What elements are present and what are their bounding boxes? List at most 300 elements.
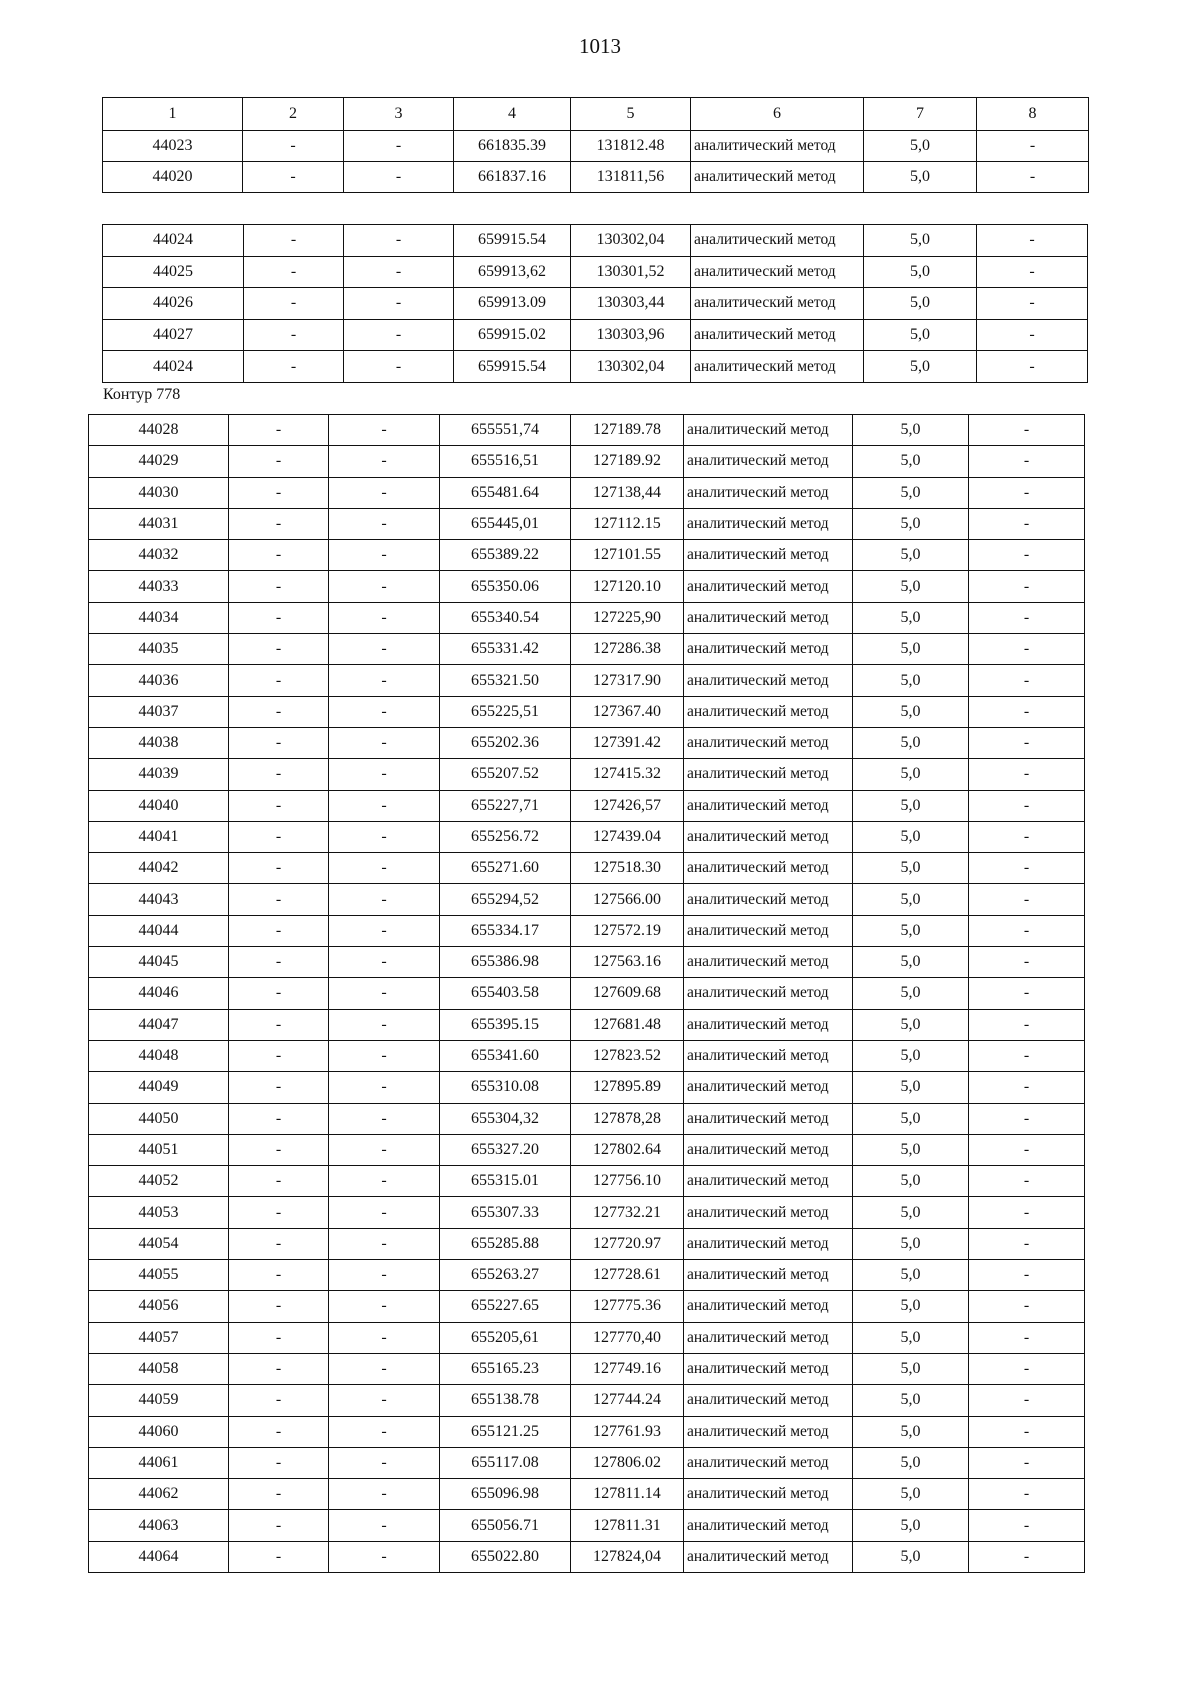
- table-cell-col-1: 44055: [89, 1260, 229, 1291]
- table-cell-col-2: -: [229, 1291, 329, 1322]
- table-row: [89, 415, 1085, 446]
- table-cell-col-2: -: [229, 1040, 329, 1071]
- table-cell-col-5: 127367.40: [571, 696, 684, 727]
- table-cell-col-4: 655315.01: [440, 1166, 571, 1197]
- table-cell-col-6: аналитический метод: [684, 1322, 853, 1353]
- table-cell-col-2: -: [229, 1322, 329, 1353]
- table-cell-col-3: -: [329, 1416, 440, 1447]
- table-cell-col-8: -: [969, 696, 1085, 727]
- table-cell-col-1: 44026: [103, 288, 244, 320]
- table-cell-col-1: 44033: [89, 571, 229, 602]
- contour-label: Контур 778: [103, 386, 181, 403]
- page-number: 1013: [579, 34, 621, 58]
- table-cell-col-1: 44045: [89, 947, 229, 978]
- table-row: [89, 477, 1085, 508]
- table-cell-col-1: 44032: [89, 540, 229, 571]
- table-row: [89, 727, 1085, 758]
- table-cell-col-3: -: [344, 351, 454, 383]
- column-number-header: 2: [243, 98, 344, 131]
- column-number-header: 8: [977, 98, 1089, 131]
- table-cell-col-6: аналитический метод: [684, 1009, 853, 1040]
- table-cell-col-1: 44029: [89, 446, 229, 477]
- table-cell-col-7: 5,0: [853, 947, 969, 978]
- column-number-header: 4: [454, 98, 571, 131]
- table-cell-col-2: -: [229, 1134, 329, 1165]
- table-cell-col-5: 130302,04: [571, 225, 691, 257]
- table-cell-col-7: 5,0: [853, 634, 969, 665]
- table-cell-col-1: 44030: [89, 477, 229, 508]
- table-cell-col-5: 127518.30: [571, 853, 684, 884]
- table-cell-col-1: 44056: [89, 1291, 229, 1322]
- table-cell-col-3: -: [344, 256, 454, 288]
- table-row: [103, 131, 1089, 162]
- table-cell-col-5: 127426,57: [571, 790, 684, 821]
- table-cell-col-5: 127101.55: [571, 540, 684, 571]
- table-cell-col-7: 5,0: [864, 256, 977, 288]
- table-row: [103, 256, 1088, 288]
- table-cell-col-2: -: [229, 1166, 329, 1197]
- table-cell-col-6: аналитический метод: [684, 821, 853, 852]
- table-cell-col-6: аналитический метод: [684, 853, 853, 884]
- table-cell-col-6: аналитический метод: [684, 1353, 853, 1384]
- table-cell-col-1: 44036: [89, 665, 229, 696]
- table-cell-col-4: 655121.25: [440, 1416, 571, 1447]
- table-cell-col-7: 5,0: [864, 162, 977, 193]
- table-cell-col-3: -: [329, 571, 440, 602]
- table-cell-col-5: 127286.38: [571, 634, 684, 665]
- table-cell-col-7: 5,0: [853, 1040, 969, 1071]
- table-cell-col-7: 5,0: [853, 1353, 969, 1384]
- table-cell-col-4: 655340.54: [440, 602, 571, 633]
- table-cell-col-7: 5,0: [853, 1541, 969, 1572]
- table-cell-col-7: 5,0: [853, 415, 969, 446]
- table-cell-col-2: -: [229, 853, 329, 884]
- table-cell-col-2: -: [229, 790, 329, 821]
- table-row: [89, 508, 1085, 539]
- table-cell-col-3: -: [329, 978, 440, 1009]
- table-cell-col-7: 5,0: [853, 1260, 969, 1291]
- table-cell-col-1: 44034: [89, 602, 229, 633]
- table-cell-col-1: 44061: [89, 1447, 229, 1478]
- table-cell-col-6: аналитический метод: [684, 1291, 853, 1322]
- table-cell-col-3: -: [329, 821, 440, 852]
- table-cell-col-6: аналитический метод: [684, 508, 853, 539]
- table-cell-col-5: 127391.42: [571, 727, 684, 758]
- table-row: [89, 1197, 1085, 1228]
- table-cell-col-8: -: [969, 1009, 1085, 1040]
- table-cell-col-8: -: [969, 1260, 1085, 1291]
- table-cell-col-1: 44059: [89, 1385, 229, 1416]
- table-cell-col-6: аналитический метод: [684, 602, 853, 633]
- table-cell-col-4: 655321.50: [440, 665, 571, 696]
- table-cell-col-8: -: [969, 1291, 1085, 1322]
- table-cell-col-5: 127728.61: [571, 1260, 684, 1291]
- table-cell-col-1: 44054: [89, 1228, 229, 1259]
- table-cell-col-1: 44057: [89, 1322, 229, 1353]
- table-cell-col-8: -: [969, 1322, 1085, 1353]
- table-cell-col-4: 655205,61: [440, 1322, 571, 1353]
- table-cell-col-5: 127878,28: [571, 1103, 684, 1134]
- table-cell-col-4: 655304,32: [440, 1103, 571, 1134]
- table-cell-col-4: 659913,62: [454, 256, 571, 288]
- table-cell-col-5: 127806.02: [571, 1447, 684, 1478]
- table-cell-col-8: -: [969, 978, 1085, 1009]
- table-cell-col-6: аналитический метод: [691, 288, 864, 320]
- column-number-header: 5: [571, 98, 691, 131]
- table-cell-col-5: 127566.00: [571, 884, 684, 915]
- table-cell-col-5: 130302,04: [571, 351, 691, 383]
- table-cell-col-3: -: [329, 602, 440, 633]
- table-cell-col-7: 5,0: [853, 1166, 969, 1197]
- table-cell-col-8: -: [969, 1072, 1085, 1103]
- table-cell-col-8: -: [969, 1353, 1085, 1384]
- table-cell-col-8: -: [969, 602, 1085, 633]
- table-cell-col-1: 44051: [89, 1134, 229, 1165]
- table-cell-col-4: 655403.58: [440, 978, 571, 1009]
- table-cell-col-4: 655165.23: [440, 1353, 571, 1384]
- table-cell-col-2: -: [229, 1510, 329, 1541]
- coordinates-table-block-2: [102, 224, 1088, 383]
- table-cell-col-5: 127415.32: [571, 759, 684, 790]
- table-cell-col-5: 131812.48: [571, 131, 691, 162]
- table-cell-col-3: -: [329, 1322, 440, 1353]
- table-row: [89, 1479, 1085, 1510]
- table-row: [89, 1291, 1085, 1322]
- table-cell-col-2: -: [229, 759, 329, 790]
- table-cell-col-6: аналитический метод: [691, 225, 864, 257]
- table-row: [89, 634, 1085, 665]
- table-cell-col-8: -: [969, 477, 1085, 508]
- table-cell-col-1: 44062: [89, 1479, 229, 1510]
- table-cell-col-7: 5,0: [853, 477, 969, 508]
- table-cell-col-7: 5,0: [853, 696, 969, 727]
- table-cell-col-1: 44042: [89, 853, 229, 884]
- table-cell-col-4: 655395.15: [440, 1009, 571, 1040]
- table-row: [89, 947, 1085, 978]
- table-cell-col-7: 5,0: [864, 351, 977, 383]
- table-cell-col-5: 127744.24: [571, 1385, 684, 1416]
- table-cell-col-4: 655331.42: [440, 634, 571, 665]
- table-cell-col-7: 5,0: [853, 884, 969, 915]
- table-row: [89, 1385, 1085, 1416]
- table-row: [89, 696, 1085, 727]
- table-cell-col-4: 655225,51: [440, 696, 571, 727]
- table-cell-col-2: -: [229, 1353, 329, 1384]
- table-cell-col-3: -: [329, 508, 440, 539]
- table-cell-col-5: 127189.78: [571, 415, 684, 446]
- table-cell-col-3: -: [329, 696, 440, 727]
- table-cell-col-4: 655117.08: [440, 1447, 571, 1478]
- table-cell-col-6: аналитический метод: [684, 1103, 853, 1134]
- table-cell-col-7: 5,0: [853, 571, 969, 602]
- table-cell-col-4: 661837.16: [454, 162, 571, 193]
- table-cell-col-1: 44044: [89, 915, 229, 946]
- table-cell-col-7: 5,0: [853, 915, 969, 946]
- table-cell-col-3: -: [329, 790, 440, 821]
- table-cell-col-4: 655516,51: [440, 446, 571, 477]
- table-cell-col-4: 655227,71: [440, 790, 571, 821]
- table-cell-col-6: аналитический метод: [684, 1197, 853, 1228]
- table-cell-col-7: 5,0: [853, 1228, 969, 1259]
- table-cell-col-8: -: [969, 1103, 1085, 1134]
- table-cell-col-8: -: [969, 1510, 1085, 1541]
- table-cell-col-6: аналитический метод: [684, 884, 853, 915]
- table-cell-col-4: 655334.17: [440, 915, 571, 946]
- table-cell-col-4: 655256.72: [440, 821, 571, 852]
- table-cell-col-2: -: [229, 1260, 329, 1291]
- table-cell-col-6: аналитический метод: [684, 915, 853, 946]
- table-cell-col-8: -: [969, 790, 1085, 821]
- table-cell-col-5: 127572.19: [571, 915, 684, 946]
- column-number-header: 7: [864, 98, 977, 131]
- table-cell-col-6: аналитический метод: [684, 1447, 853, 1478]
- table-cell-col-1: 44047: [89, 1009, 229, 1040]
- table-cell-col-2: -: [243, 131, 344, 162]
- table-cell-col-5: 130303,44: [571, 288, 691, 320]
- table-cell-col-8: -: [969, 634, 1085, 665]
- table-cell-col-8: -: [969, 1040, 1085, 1071]
- table-cell-col-2: -: [229, 696, 329, 727]
- table-cell-col-8: -: [977, 288, 1088, 320]
- table-cell-col-8: -: [969, 1447, 1085, 1478]
- table-row: [103, 162, 1089, 193]
- table-cell-col-5: 127732.21: [571, 1197, 684, 1228]
- table-cell-col-6: аналитический метод: [684, 1134, 853, 1165]
- table-cell-col-4: 655096.98: [440, 1479, 571, 1510]
- table-cell-col-3: -: [329, 415, 440, 446]
- table-cell-col-2: -: [229, 665, 329, 696]
- table-cell-col-5: 127761.93: [571, 1416, 684, 1447]
- table-cell-col-4: 659915.54: [454, 225, 571, 257]
- table-cell-col-2: -: [229, 508, 329, 539]
- table-cell-col-1: 44060: [89, 1416, 229, 1447]
- table-cell-col-6: аналитический метод: [691, 131, 864, 162]
- table-cell-col-4: 655481.64: [440, 477, 571, 508]
- table-cell-col-4: 655327.20: [440, 1134, 571, 1165]
- table-cell-col-2: -: [229, 571, 329, 602]
- table-cell-col-3: -: [344, 162, 454, 193]
- table-cell-col-2: -: [229, 634, 329, 665]
- table-cell-col-1: 44041: [89, 821, 229, 852]
- table-cell-col-2: -: [229, 1385, 329, 1416]
- table-cell-col-6: аналитический метод: [684, 696, 853, 727]
- table-cell-col-5: 127317.90: [571, 665, 684, 696]
- table-cell-col-2: -: [229, 947, 329, 978]
- table-cell-col-6: аналитический метод: [684, 727, 853, 758]
- table-row: [89, 1260, 1085, 1291]
- table-cell-col-3: -: [329, 1072, 440, 1103]
- table-cell-col-8: -: [977, 319, 1088, 351]
- table-cell-col-4: 655207.52: [440, 759, 571, 790]
- table-cell-col-8: -: [969, 853, 1085, 884]
- table-cell-col-7: 5,0: [853, 1197, 969, 1228]
- table-cell-col-7: 5,0: [853, 1510, 969, 1541]
- table-cell-col-3: -: [329, 1166, 440, 1197]
- table-cell-col-4: 655202.36: [440, 727, 571, 758]
- table-row: [89, 978, 1085, 1009]
- table-cell-col-6: аналитический метод: [684, 571, 853, 602]
- table-cell-col-8: -: [969, 884, 1085, 915]
- table-cell-col-3: -: [329, 1510, 440, 1541]
- table-cell-col-4: 655285.88: [440, 1228, 571, 1259]
- table-cell-col-2: -: [229, 1541, 329, 1572]
- table-row: [89, 571, 1085, 602]
- table-cell-col-5: 127802.64: [571, 1134, 684, 1165]
- table-cell-col-6: аналитический метод: [691, 162, 864, 193]
- table-row: [89, 1134, 1085, 1165]
- table-cell-col-6: аналитический метод: [684, 634, 853, 665]
- table-row: [89, 602, 1085, 633]
- table-cell-col-1: 44039: [89, 759, 229, 790]
- table-cell-col-8: -: [969, 1385, 1085, 1416]
- table-cell-col-7: 5,0: [853, 602, 969, 633]
- table-row: [89, 446, 1085, 477]
- table-cell-col-1: 44027: [103, 319, 244, 351]
- table-cell-col-6: аналитический метод: [684, 540, 853, 571]
- table-cell-col-1: 44043: [89, 884, 229, 915]
- table-cell-col-1: 44024: [103, 351, 244, 383]
- table-cell-col-7: 5,0: [853, 1103, 969, 1134]
- table-cell-col-7: 5,0: [853, 1291, 969, 1322]
- table-cell-col-8: -: [969, 1166, 1085, 1197]
- table-cell-col-7: 5,0: [853, 790, 969, 821]
- table-cell-col-2: -: [229, 884, 329, 915]
- table-cell-col-5: 127811.31: [571, 1510, 684, 1541]
- table-cell-col-7: 5,0: [853, 665, 969, 696]
- column-number-header: 3: [344, 98, 454, 131]
- table-row: [89, 1510, 1085, 1541]
- table-cell-col-8: -: [969, 665, 1085, 696]
- table-cell-col-4: 655022.80: [440, 1541, 571, 1572]
- table-cell-col-4: 655307.33: [440, 1197, 571, 1228]
- table-cell-col-1: 44058: [89, 1353, 229, 1384]
- table-cell-col-3: -: [329, 853, 440, 884]
- table-cell-col-2: -: [229, 477, 329, 508]
- table-cell-col-5: 127112.15: [571, 508, 684, 539]
- table-cell-col-5: 127824,04: [571, 1541, 684, 1572]
- table-cell-col-7: 5,0: [853, 978, 969, 1009]
- table-cell-col-1: 44050: [89, 1103, 229, 1134]
- table-cell-col-5: 127749.16: [571, 1353, 684, 1384]
- table-cell-col-2: -: [229, 915, 329, 946]
- table-cell-col-8: -: [969, 1197, 1085, 1228]
- table-cell-col-1: 44049: [89, 1072, 229, 1103]
- table-cell-col-3: -: [329, 727, 440, 758]
- table-cell-col-3: -: [329, 1134, 440, 1165]
- table-cell-col-3: -: [329, 1447, 440, 1478]
- table-cell-col-1: 44023: [103, 131, 243, 162]
- table-row: [89, 1322, 1085, 1353]
- table-cell-col-1: 44048: [89, 1040, 229, 1071]
- table-cell-col-2: -: [229, 602, 329, 633]
- table-cell-col-3: -: [329, 947, 440, 978]
- table-cell-col-1: 44028: [89, 415, 229, 446]
- table-cell-col-1: 44035: [89, 634, 229, 665]
- table-cell-col-1: 44024: [103, 225, 244, 257]
- table-cell-col-1: 44052: [89, 1166, 229, 1197]
- table-cell-col-2: -: [229, 540, 329, 571]
- table-cell-col-6: аналитический метод: [684, 1479, 853, 1510]
- table-row: [89, 665, 1085, 696]
- table-cell-col-6: аналитический метод: [684, 1510, 853, 1541]
- table-cell-col-4: 659915.02: [454, 319, 571, 351]
- table-cell-col-5: 127120.10: [571, 571, 684, 602]
- table-row: [89, 790, 1085, 821]
- table-cell-col-6: аналитический метод: [684, 1541, 853, 1572]
- table-cell-col-6: аналитический метод: [684, 1166, 853, 1197]
- table-cell-col-4: 655445,01: [440, 508, 571, 539]
- table-cell-col-3: -: [329, 477, 440, 508]
- table-cell-col-2: -: [229, 821, 329, 852]
- table-cell-col-5: 127770,40: [571, 1322, 684, 1353]
- table-cell-col-5: 127756.10: [571, 1166, 684, 1197]
- table-row: [89, 1228, 1085, 1259]
- table-cell-col-4: 655263.27: [440, 1260, 571, 1291]
- table-cell-col-6: аналитический метод: [684, 978, 853, 1009]
- table-cell-col-5: 127720.97: [571, 1228, 684, 1259]
- table-cell-col-7: 5,0: [853, 821, 969, 852]
- table-cell-col-7: 5,0: [853, 1009, 969, 1040]
- table-cell-col-3: -: [329, 634, 440, 665]
- column-number-header: 1: [103, 98, 243, 131]
- table-cell-col-8: -: [969, 727, 1085, 758]
- table-cell-col-4: 659913.09: [454, 288, 571, 320]
- table-cell-col-6: аналитический метод: [684, 477, 853, 508]
- table-cell-col-4: 655386.98: [440, 947, 571, 978]
- table-cell-col-4: 655389.22: [440, 540, 571, 571]
- table-cell-col-3: -: [329, 540, 440, 571]
- table-cell-col-7: 5,0: [864, 225, 977, 257]
- table-cell-col-6: аналитический метод: [684, 446, 853, 477]
- table-cell-col-2: -: [229, 1479, 329, 1510]
- table-cell-col-7: 5,0: [853, 1385, 969, 1416]
- table-cell-col-2: -: [244, 225, 344, 257]
- table-cell-col-7: 5,0: [853, 853, 969, 884]
- table-cell-col-3: -: [329, 446, 440, 477]
- table-cell-col-4: 655138.78: [440, 1385, 571, 1416]
- table-cell-col-8: -: [969, 1416, 1085, 1447]
- table-cell-col-4: 655227.65: [440, 1291, 571, 1322]
- table-cell-col-2: -: [229, 1103, 329, 1134]
- table-cell-col-4: 655341.60: [440, 1040, 571, 1071]
- table-cell-col-3: -: [329, 884, 440, 915]
- table-cell-col-8: -: [969, 1134, 1085, 1165]
- table-cell-col-2: -: [229, 1228, 329, 1259]
- table-cell-col-3: -: [344, 319, 454, 351]
- table-row: [89, 1447, 1085, 1478]
- table-row: [89, 1103, 1085, 1134]
- table-cell-col-8: -: [977, 256, 1088, 288]
- table-row: [89, 915, 1085, 946]
- table-cell-col-8: -: [969, 759, 1085, 790]
- table-cell-col-4: 655056.71: [440, 1510, 571, 1541]
- table-cell-col-1: 44038: [89, 727, 229, 758]
- table-cell-col-6: аналитический метод: [684, 1416, 853, 1447]
- table-cell-col-1: 44020: [103, 162, 243, 193]
- table-cell-col-1: 44064: [89, 1541, 229, 1572]
- table-cell-col-6: аналитический метод: [684, 1040, 853, 1071]
- table-cell-col-8: -: [977, 351, 1088, 383]
- table-cell-col-6: аналитический метод: [684, 1228, 853, 1259]
- table-row: [103, 225, 1088, 257]
- coordinates-table-contour-778: [88, 414, 1085, 1573]
- table-cell-col-5: 127609.68: [571, 978, 684, 1009]
- table-cell-col-8: -: [969, 947, 1085, 978]
- table-cell-col-7: 5,0: [864, 131, 977, 162]
- table-cell-col-2: -: [243, 162, 344, 193]
- table-cell-col-3: -: [329, 1103, 440, 1134]
- table-cell-col-5: 127225,90: [571, 602, 684, 633]
